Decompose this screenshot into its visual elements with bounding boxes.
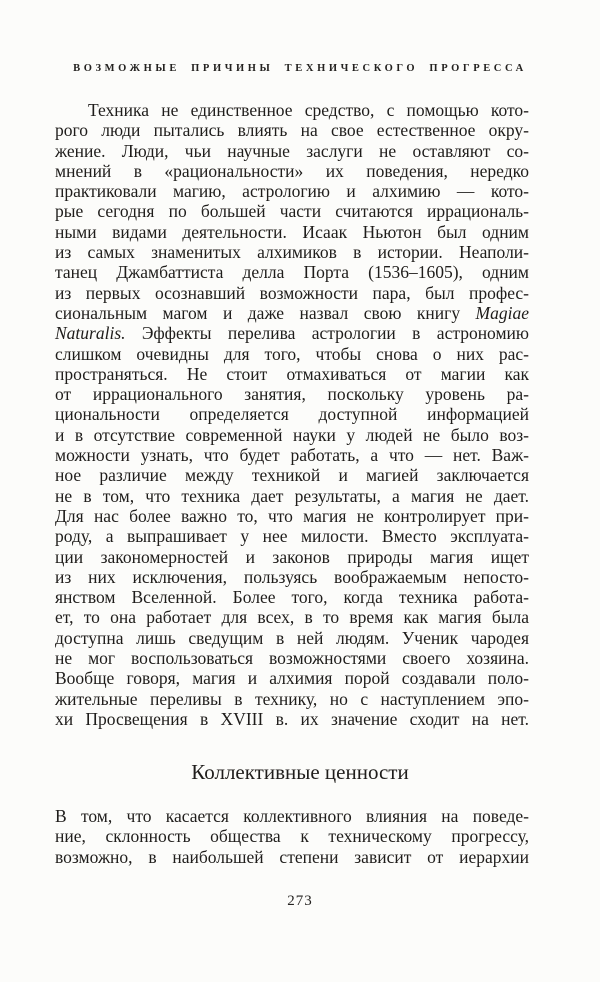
text-line: хи Просвещения в XVIII в. их значение сходит на нет. [55, 708, 529, 729]
text-line: циональности определяется доступной информацией [55, 404, 529, 425]
text-line: Вообще говоря, магия и алхимия порой создавали поло- [55, 668, 529, 689]
italic-book-title: Magiae [475, 302, 529, 323]
text-line: пространяться. Не стоит отмахиваться от магии как [55, 363, 529, 384]
text-line: ными видами деятельности. Исаак Ньютон был одним [55, 221, 529, 242]
italic-book-title: Naturalis. [55, 323, 126, 344]
text-line: практиковали магию, астрологию и алхимию — кото- [55, 181, 529, 202]
text-line: танец Джамбаттиста делла Порта (1536–1605), одним [55, 262, 529, 283]
text-line: рого люди пытались влиять на свое естественное окру- [55, 120, 529, 141]
text-line: можности узнать, что будет работать, а что — нет. Важ- [55, 445, 529, 466]
text-line: ет, то она работает для всех, в то время как магия была [55, 607, 529, 628]
text-segment: Эффекты перелива астрологии в астрономию [125, 323, 529, 344]
text-line: из них исключения, пользуясь воображаемым непосто- [55, 566, 529, 587]
text-line: ние, склонность общества к техническому прогрессу, [55, 826, 529, 847]
running-header: ВОЗМОЖНЫЕ ПРИЧИНЫ ТЕХНИЧЕСКОГО ПРОГРЕССА [73, 63, 527, 74]
text-line: от иррационального занятия, поскольку уровень ра- [55, 384, 529, 405]
text-line [55, 323, 529, 343]
text-line: возможно, в наибольшей степени зависит от иерархии [55, 846, 529, 867]
text-line: из самых знаменитых алхимиков в истории. Неаполи- [55, 242, 529, 263]
section-heading: Коллективные ценности [191, 760, 409, 784]
text-line: В том, что касается коллективного влияния на поведе- [55, 806, 529, 826]
text-line: янством Вселенной. Более того, когда техника работа- [55, 587, 529, 608]
page-number: 273 [287, 893, 313, 909]
text-line: ции закономерностей и законов природы магия ищет [55, 546, 529, 567]
text-line: мнений в «рациональности» их поведения, нередко [55, 160, 529, 181]
text-line: ное различие между техникой и магией заключается [55, 465, 529, 486]
text-line: слишком очевидны для того, чтобы снова о них рас- [55, 343, 529, 364]
text-line: Техника не единственное средство, с помощью кото- [88, 100, 529, 120]
text-line: жение. Люди, чьи научные заслуги не оставляют со- [55, 140, 529, 161]
text-line [55, 303, 529, 323]
text-line: не в том, что техника дает результаты, а магия не дает. [55, 485, 529, 506]
paragraph-2 [55, 806, 529, 867]
text-line: жительные переливы в технику, но с наступлением эпо- [55, 688, 529, 709]
text-line: рые сегодня по большей части считаются иррациональ- [55, 201, 529, 222]
text-line: доступна лишь сведущим в ней людям. Ученик чародея [55, 627, 529, 648]
text-line: не мог воспользоваться возможностями своего хозяина. [55, 648, 529, 669]
text-line: из первых осознавший возможности пара, был профес- [55, 282, 529, 303]
text-segment: сиональным магом и даже назвал свою книгу [55, 302, 476, 323]
text-line: и в отсутствие современной науки у людей не было воз- [55, 424, 529, 445]
text-line: роду, а выпрашивает у нее милости. Вместо эксплуата- [55, 526, 529, 547]
text-line: Для нас более важно то, что магия не контролирует при- [55, 505, 529, 526]
paragraph-1 [55, 100, 529, 729]
